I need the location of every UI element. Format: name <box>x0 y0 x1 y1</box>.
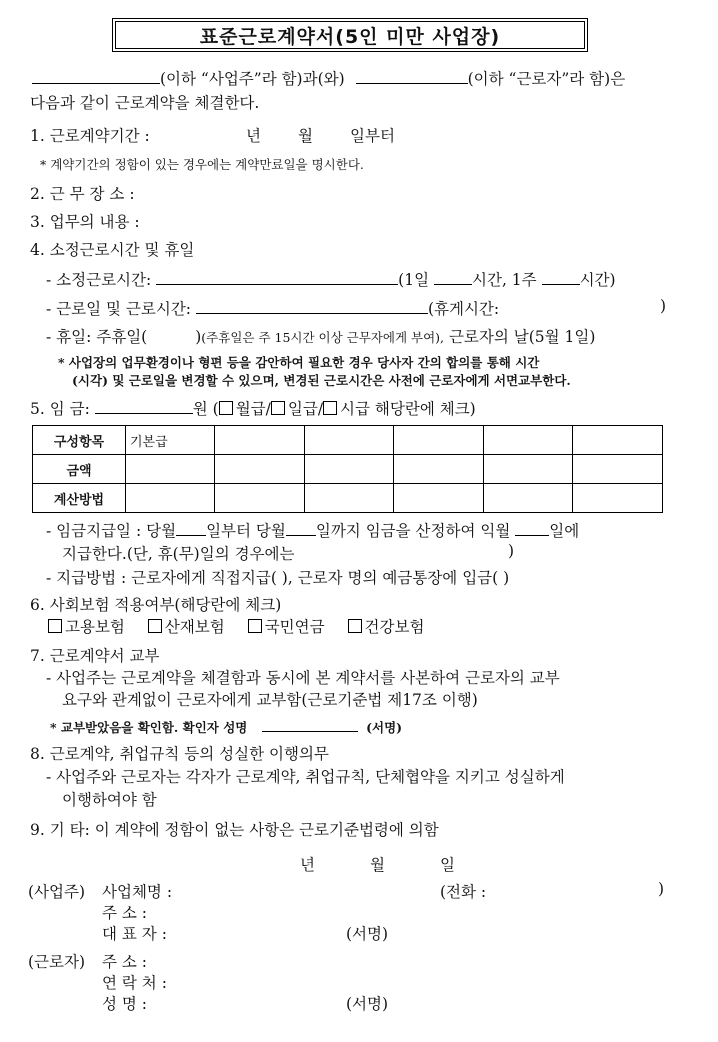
hourly-checkbox[interactable] <box>323 401 337 415</box>
health-insurance-checkbox[interactable] <box>348 619 362 633</box>
monthly-checkbox[interactable] <box>219 401 233 415</box>
employer-role: (사업주) <box>28 883 86 901</box>
intro-line-2: 다음과 같이 근로계약을 체결한다. <box>30 94 260 112</box>
wage-amount-blank[interactable] <box>95 399 193 414</box>
section-8-line-1: - 사업주와 근로자는 각자가 근로계약, 취업규칙, 단체협약을 지키고 성실하게 <box>46 768 565 786</box>
payment-method: - 지급방법 : 근로자에게 직접지급( ), 근로자 명의 예금통장에 입금( ) <box>46 569 510 587</box>
workdays-blank[interactable] <box>196 299 428 314</box>
employee-address[interactable]: 주 소 : <box>102 953 148 971</box>
payday-row: - 임금지급일 : 당월 일부터 당월 일까지 임금을 산정하여 익월 일에 <box>46 522 580 540</box>
employee-name[interactable]: 성 명 : <box>102 995 148 1013</box>
work-hours-blank[interactable] <box>156 270 398 285</box>
industrial-insurance-checkbox[interactable] <box>148 619 162 633</box>
insurance-row: 고용보험 산재보험 국민연금 건강보험 <box>48 615 424 637</box>
sign-day[interactable]: 일 <box>440 856 455 874</box>
employment-insurance-checkbox[interactable] <box>48 619 62 633</box>
section-7-label: 7. 근로계약서 교부 <box>30 647 160 665</box>
payday-start-blank[interactable] <box>176 521 206 536</box>
employee-sign: (서명) <box>346 995 389 1013</box>
payday-end-blank[interactable] <box>286 521 316 536</box>
weekly-hours-blank[interactable] <box>542 270 580 285</box>
employee-role: (근로자) <box>28 953 86 971</box>
section-1-label: 1. 근로계약기간 : <box>30 127 150 145</box>
table-cell[interactable] <box>215 484 305 513</box>
employer-phone-close: ) <box>658 880 665 898</box>
section-1-note: * 계약기간의 정함이 있는 경우에는 계약만료일을 명시한다. <box>40 157 364 172</box>
work-hours-row: - 소정근로시간: (1일 시간, 1주 시간) <box>46 271 616 289</box>
section-3-label: 3. 업무의 내용 : <box>30 213 140 231</box>
table-cell[interactable] <box>483 484 573 513</box>
employer-name-blank[interactable] <box>32 69 160 84</box>
section-5-row: 5. 임 금: 원 ( 월급/ 일급/ 시급 해당란에 체크) <box>30 400 476 418</box>
table-cell[interactable] <box>394 484 484 513</box>
table-cell[interactable] <box>304 426 394 455</box>
confirmer-name-blank[interactable] <box>262 720 358 732</box>
section-6-label: 6. 사회보험 적용여부(해당란에 체크) <box>30 596 282 614</box>
table-row <box>33 484 663 513</box>
table-row <box>33 426 663 455</box>
table-cell[interactable] <box>126 455 215 484</box>
employer-rep[interactable]: 대 표 자 : <box>102 925 167 943</box>
contract-year[interactable]: 년 <box>246 127 261 145</box>
table-cell[interactable] <box>215 455 305 484</box>
section-7-line-2: 요구와 관계없이 근로자에게 교부함(근로기준법 제17조 이행) <box>62 691 478 709</box>
section-4-label: 4. 소정근로시간 및 휴일 <box>30 241 195 259</box>
table-row <box>33 455 663 484</box>
section-2-label: 2. 근 무 장 소 : <box>30 185 135 203</box>
table-cell[interactable] <box>304 455 394 484</box>
table-cell[interactable] <box>573 484 663 513</box>
sign-month[interactable]: 월 <box>370 856 385 874</box>
row-header: 구성항목 <box>33 426 126 455</box>
contract-month[interactable]: 월 <box>298 127 313 145</box>
table-cell[interactable] <box>304 484 394 513</box>
employee-contact[interactable]: 연 락 처 : <box>102 974 167 992</box>
pension-checkbox[interactable] <box>248 619 262 633</box>
section-9-label: 9. 기 타: 이 계약에 정함이 없는 사항은 근로기준법령에 의함 <box>30 821 439 839</box>
receipt-confirm: * 교부받았음을 확인함. 확인자 성명 (서명) <box>50 720 403 735</box>
section-8-line-2: 이행하여야 함 <box>62 791 157 809</box>
table-cell[interactable] <box>573 455 663 484</box>
table-cell[interactable] <box>483 426 573 455</box>
payday-next-blank[interactable] <box>515 521 549 536</box>
section-7-line-1: - 사업주는 근로계약을 체결함과 동시에 본 계약서를 사본하여 근로자의 교부 <box>46 669 560 687</box>
daily-hours-blank[interactable] <box>434 270 472 285</box>
table-cell[interactable]: 기본급 <box>126 426 215 455</box>
employee-name-blank[interactable] <box>356 69 468 84</box>
daily-checkbox[interactable] <box>271 401 285 415</box>
table-cell[interactable] <box>394 455 484 484</box>
payday-close: ) <box>508 542 515 560</box>
row-header: 금액 <box>33 455 126 484</box>
employer-address[interactable]: 주 소 : <box>102 904 148 922</box>
payday-line-2: 지급한다.(단, 휴(무)일의 경우에는 <box>62 545 295 563</box>
employer-company[interactable]: 사업체명 : <box>102 883 173 901</box>
section-4-note-line-2: (시각) 및 근로일을 변경할 수 있으며, 변경된 근로시간은 사전에 근로자에게 서면교부한다. <box>72 373 571 388</box>
table-cell[interactable] <box>573 426 663 455</box>
row-header: 계산방법 <box>33 484 126 513</box>
sign-year[interactable]: 년 <box>300 856 315 874</box>
table-cell[interactable] <box>126 484 215 513</box>
table-cell[interactable] <box>215 426 305 455</box>
employer-phone[interactable]: (전화 : <box>440 883 487 901</box>
workdays-row: - 근로일 및 근로시간: (휴게시간: ) <box>46 297 666 318</box>
section-8-label: 8. 근로계약, 취업규칙 등의 성실한 이행의무 <box>30 745 329 763</box>
table-cell[interactable] <box>483 455 573 484</box>
document-title: 표준근로계약서(5인 미만 사업장) <box>115 21 585 49</box>
intro-line-1: (이하 “사업주”라 함)과(와) (이하 “근로자”라 함)은 <box>32 67 625 89</box>
contract-day[interactable]: 일부터 <box>350 127 395 145</box>
section-4-note-line-1: * 사업장의 업무환경이나 형편 등을 감안하여 필요한 경우 당사자 간의 합의를 통해 시간 <box>58 355 540 370</box>
table-cell[interactable] <box>394 426 484 455</box>
holiday-row: - 휴일: 주휴일( )(주휴일은 주 15시간 이상 근무자에게 부여), 근로자의 날(5월 1일) <box>46 328 596 346</box>
wage-table <box>32 425 663 513</box>
employer-sign: (서명) <box>346 925 389 943</box>
